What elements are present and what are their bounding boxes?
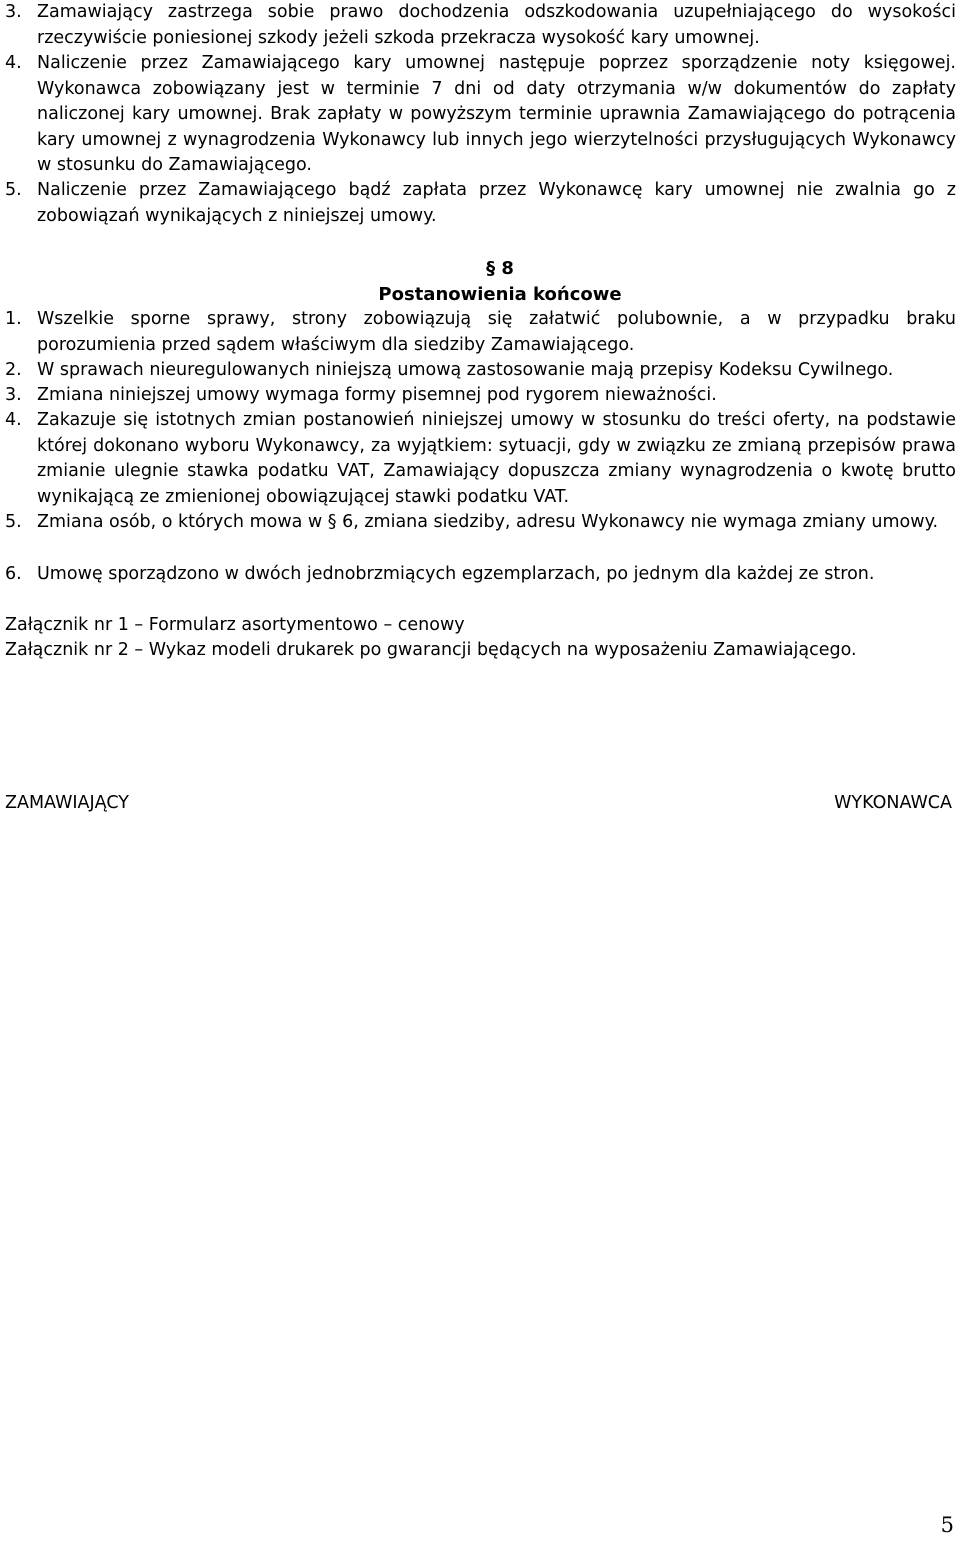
clause-number: 6. bbox=[5, 564, 22, 584]
section-title: Postanowienia końcowe bbox=[378, 284, 622, 305]
clause-number: 3. bbox=[5, 385, 22, 405]
clause-item bbox=[5, 562, 956, 588]
clause-item bbox=[5, 0, 956, 51]
attachment-line: Załącznik nr 1 – Formularz asortymentowo – cenowy bbox=[5, 615, 465, 635]
clause-item bbox=[5, 408, 956, 510]
clause-number: 5. bbox=[5, 180, 22, 200]
attachment-line: Załącznik nr 2 – Wykaz modeli drukarek po gwarancji będących na wyposażeniu Zamawiającego. bbox=[5, 640, 857, 660]
clause-item bbox=[5, 358, 956, 384]
clause-item bbox=[5, 383, 956, 409]
clause-text: Zakazuje się istotnych zmian postanowień niniejszej umowy w stosunku do treści oferty, na podstawie której dokonano wyboru Wykonawcy, za wyjątkiem: sytuacji, gdy w związku ze zmianą przepisów prawa zmianie ulegnie stawka podatku VAT, Zamawiający dopuszcza zmiany wynagrodzenia o kwotę brutto wynikającą ze zmienionej obowiązującej stawki podatku VAT. bbox=[37, 410, 956, 507]
clause-text: Wszelkie sporne sprawy, strony zobowiązują się załatwić polubownie, a w przypadku braku porozumienia przed sądem właściwym dla siedziby Zamawiającego. bbox=[37, 309, 956, 355]
signature-right-label: WYKONAWCA bbox=[834, 793, 952, 813]
clause-text: W sprawach nieuregulowanych niniejszą umową zastosowanie mają przepisy Kodeksu Cywilnego. bbox=[37, 360, 894, 380]
clause-number: 4. bbox=[5, 53, 22, 73]
signature-left-label: ZAMAWIAJĄCY bbox=[5, 793, 129, 813]
clause-text: Naliczenie przez Zamawiającego bądź zapłata przez Wykonawcę kary umownej nie zwalnia go z zobowiązań wynikających z niniejszej umowy. bbox=[37, 180, 956, 226]
clause-item bbox=[5, 510, 956, 536]
section-symbol: § 8 bbox=[486, 258, 514, 279]
clause-text: Zamawiający zastrzega sobie prawo dochodzenia odszkodowania uzupełniającego do wysokości rzeczywiście poniesionej szkody jeżeli szkoda przekracza wysokość kary umownej. bbox=[37, 2, 956, 48]
clause-text: Naliczenie przez Zamawiającego kary umownej następuje poprzez sporządzenie noty księgowej. Wykonawca zobowiązany jest w terminie 7 dni od daty otrzymania w/w dokumentów do zapłaty naliczonej kary umownej. Brak zapłaty w powyższym terminie uprawnia Zamawiającego do potrącenia kary umownej z wynagrodzenia Wykonawcy lub innych jego wierzytelności przysługujących Wykonawcy w stosunku do Zamawiającego. bbox=[37, 53, 956, 175]
clause-item bbox=[5, 51, 956, 179]
clause-number: 1. bbox=[5, 309, 22, 329]
clause-item bbox=[5, 307, 956, 358]
page-number: 5 bbox=[940, 1513, 954, 1537]
clause-item bbox=[5, 178, 956, 229]
clause-number: 5. bbox=[5, 512, 22, 532]
clause-number: 4. bbox=[5, 410, 22, 430]
clause-number: 2. bbox=[5, 360, 22, 380]
clause-text: Zmiana osób, o których mowa w § 6, zmiana siedziby, adresu Wykonawcy nie wymaga zmiany umowy. bbox=[37, 512, 939, 532]
clause-text: Zmiana niniejszej umowy wymaga formy pisemnej pod rygorem nieważności. bbox=[37, 385, 717, 405]
clause-number: 3. bbox=[5, 2, 22, 22]
clause-text: Umowę sporządzono w dwóch jednobrzmiących egzemplarzach, po jednym dla każdej ze stron. bbox=[37, 564, 875, 584]
